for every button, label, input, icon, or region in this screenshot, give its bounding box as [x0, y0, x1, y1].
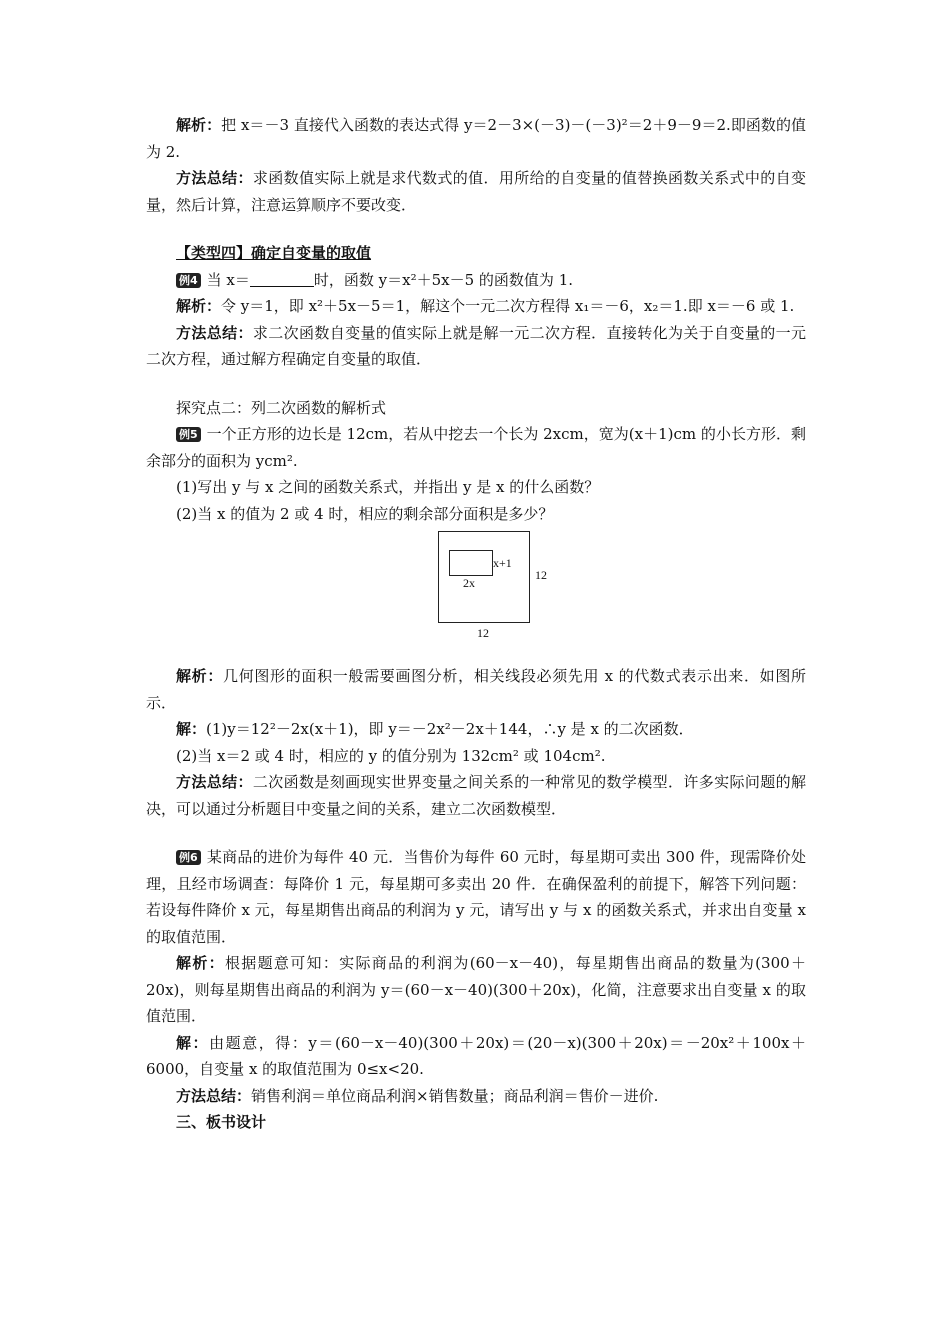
example-5-question — [146, 421, 806, 474]
label-height: x+1 — [493, 556, 512, 570]
example-6-solution-text: 由题意，得：y＝(60－x－40)(300＋20x)＝(20－x)(300＋20x)＝－20x²＋100x＋6000，自变量 x 的取值范围为 0≤x<20. — [146, 1033, 806, 1078]
example-5-text: 一个正方形的边长是 12cm，若从中挖去一个长为 2xcm，宽为(x＋1)cm 的小长方形．剩余部分的面积为 ycm². — [146, 425, 806, 470]
example-6-summary-text: 销售利润＝单位商品利润×销售数量；商品利润＝售价－进价. — [251, 1086, 659, 1105]
example-4-text-a: 当 x＝ — [206, 270, 250, 289]
section-3-title: 三、板书设计 — [176, 1113, 267, 1131]
label-solution: 解： — [176, 1033, 210, 1052]
example-5-question-1: (1)写出 y 与 x 之间的函数关系式，并指出 y 是 x 的什么函数？ — [176, 478, 600, 496]
example-6-question — [146, 844, 806, 950]
label-width: 2x — [463, 576, 475, 590]
example-6-analysis-text: 根据题意可知：实际商品的利润为(60－x－40)，每星期售出商品的数量为(300＋20x)，则每星期售出商品的利润为 y＝(60－x－40)(300＋20x)，化简，注意要求出自变量 x 的取值范围． — [146, 954, 806, 1025]
heading-type-4 — [146, 240, 806, 267]
label-analysis: 解析： — [176, 954, 225, 972]
example-4-badge: 例4 — [176, 273, 201, 288]
example-5-summary-text: 二次函数是刻画现实世界变量之间关系的一种常见的数学模型．许多实际问题的解决，可以通过分析题目中变量之间的关系，建立二次函数模型． — [146, 773, 806, 818]
example-5-solution-1 — [146, 716, 806, 743]
label-summary: 方法总结： — [176, 169, 253, 187]
example-4-analysis-text: 令 y＝1，即 x²＋5x－5＝1，解这个一元二次方程得 x₁＝－6，x₂＝1.即 x＝－6 或 1. — [221, 297, 795, 315]
example-6-summary — [146, 1083, 806, 1110]
label-analysis: 解析： — [176, 116, 222, 134]
example-4-analysis — [146, 293, 806, 320]
example-5-badge: 例5 — [176, 427, 201, 442]
label-summary: 方法总结： — [176, 773, 253, 791]
text-summary-1: 求函数值实际上就是求代数式的值．用所给的自变量的值替换函数关系式中的自变量，然后计算，注意运算顺序不要改变． — [146, 169, 806, 214]
example-6-solution — [146, 1030, 806, 1083]
example-6-badge: 例6 — [176, 850, 201, 865]
section-3-heading — [146, 1109, 806, 1136]
example-4-text-b: 时，函数 y＝x²＋5x－5 的函数值为 1. — [313, 270, 574, 289]
example-6-text: 某商品的进价为每件 40 元．当售价为每件 60 元时，每星期可卖出 300 件，现需降价处理，且经市场调查：每降价 1 元，每星期可多卖出 20 件．在确保盈利的前提下，解答下列问题：若设每件降价 x 元，每星期售出商品的利润为 y 元，请写出 y 与 x 的函数关系式，并求出自变量 x 的取值范围． — [146, 848, 806, 946]
example-4-summary — [146, 320, 806, 373]
example-5-solution-2: (2)当 x＝2 或 4 时，相应的 y 的值分别为 132cm² 或 104cm². — [176, 746, 606, 765]
document-page — [146, 112, 806, 1136]
paragraph-summary-1 — [146, 165, 806, 218]
example-5-question-2: (2)当 x 的值为 2 或 4 时，相应的剩余部分面积是多少？ — [176, 504, 554, 523]
example-5-analysis-text: 几何图形的面积一般需要画图分析，相关线段必须先用 x 的代数式表示出来．如图所示． — [146, 667, 806, 712]
answer-blank — [250, 272, 314, 287]
example-4-summary-text: 求二次函数自变量的值实际上就是解一元二次方程．直接转化为关于自变量的一元二次方程，通过解方程确定自变量的取值． — [146, 323, 806, 368]
label-side-12: 12 — [535, 568, 547, 582]
label-solution: 解： — [176, 720, 207, 738]
example-5-summary — [146, 769, 806, 822]
example-4-question — [146, 267, 806, 294]
heading-point-2: 探究点二：列二次函数的解析式 — [176, 398, 387, 417]
example-5-solution-1-text: (1)y＝12²－2x(x＋1)，即 y＝－2x²－2x＋144，∴y 是 x 的二次函数． — [206, 720, 694, 738]
square-figure — [146, 531, 806, 649]
label-analysis: 解析： — [176, 667, 224, 685]
text-analysis-1: 把 x＝－3 直接代入函数的表达式得 y＝2－3×(－3)－(－3)²＝2＋9－9＝2.即函数的值为 2. — [146, 116, 806, 161]
label-analysis: 解析： — [176, 297, 222, 315]
example-5-analysis — [146, 663, 806, 716]
paragraph-analysis-1 — [146, 112, 806, 165]
label-summary: 方法总结： — [176, 323, 253, 342]
type-4-title: 【类型四】确定自变量的取值 — [176, 244, 372, 262]
example-6-analysis — [146, 950, 806, 1030]
outer-square — [438, 531, 547, 640]
label-summary: 方法总结： — [176, 1086, 252, 1105]
label-bottom-12: 12 — [477, 626, 489, 640]
inner-rectangle — [449, 550, 493, 576]
